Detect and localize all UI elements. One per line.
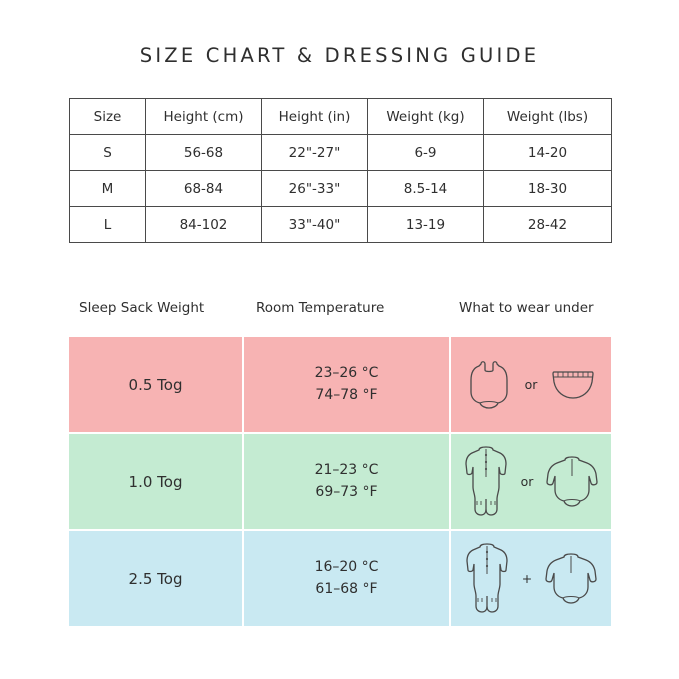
cell-weight-kg: 6-9 xyxy=(368,135,484,171)
footed-sleeper-icon xyxy=(462,540,512,618)
cell-weight-lbs: 14-20 xyxy=(484,135,612,171)
column-header-height-in: Height (in) xyxy=(262,99,368,135)
guide-cell-tog: 2.5 Tog xyxy=(69,531,244,626)
cell-weight-kg: 8.5-14 xyxy=(368,171,484,207)
guide-row-10-tog xyxy=(69,434,611,529)
cell-weight-kg: 13-19 xyxy=(368,207,484,243)
cell-height-cm: 56-68 xyxy=(146,135,262,171)
cell-height-in: 26"-33" xyxy=(262,171,368,207)
garment-connector: or xyxy=(520,474,534,489)
page-title: SIZE CHART & DRESSING GUIDE xyxy=(139,44,540,67)
table-row xyxy=(70,135,612,171)
footed-sleeper-icon xyxy=(461,443,511,521)
column-header-height-cm: Height (cm) xyxy=(146,99,262,135)
cell-size: L xyxy=(70,207,146,243)
sleeveless-bodysuit-icon xyxy=(463,358,515,412)
cell-weight-lbs: 28-42 xyxy=(484,207,612,243)
long-sleeve-bodysuit-icon xyxy=(542,551,600,607)
guide-header-temperature: Room Temperature xyxy=(256,300,385,316)
guide-row-05-tog xyxy=(69,337,611,432)
cell-height-cm: 68-84 xyxy=(146,171,262,207)
cell-weight-lbs: 18-30 xyxy=(484,171,612,207)
guide-cell-garments xyxy=(451,337,611,432)
guide-cell-temperature xyxy=(244,531,451,626)
guide-cell-tog: 1.0 Tog xyxy=(69,434,244,529)
cell-height-in: 33"-40" xyxy=(262,207,368,243)
table-row xyxy=(70,207,612,243)
guide-cell-temperature xyxy=(244,434,451,529)
table-row xyxy=(70,171,612,207)
dressing-guide-headers xyxy=(69,300,611,316)
cell-size: S xyxy=(70,135,146,171)
cell-height-cm: 84-102 xyxy=(146,207,262,243)
guide-row-25-tog xyxy=(69,531,611,626)
temp-celsius: 16–20 °C xyxy=(314,558,379,575)
garment-connector: + xyxy=(521,571,533,586)
long-sleeve-bodysuit-icon xyxy=(543,454,601,510)
diaper-icon xyxy=(547,364,599,406)
guide-cell-garments xyxy=(451,434,611,529)
temp-fahrenheit: 74–78 °F xyxy=(315,386,378,403)
column-header-weight-lbs: Weight (lbs) xyxy=(484,99,612,135)
column-header-size: Size xyxy=(70,99,146,135)
guide-cell-temperature xyxy=(244,337,451,432)
temp-celsius: 21–23 °C xyxy=(314,461,379,478)
temp-fahrenheit: 69–73 °F xyxy=(315,483,378,500)
temp-fahrenheit: 61–68 °F xyxy=(315,580,378,597)
garment-connector: or xyxy=(524,377,538,392)
guide-cell-tog: 0.5 Tog xyxy=(69,337,244,432)
cell-size: M xyxy=(70,171,146,207)
table-header-row xyxy=(70,99,612,135)
column-header-weight-kg: Weight (kg) xyxy=(368,99,484,135)
cell-height-in: 22"-27" xyxy=(262,135,368,171)
size-chart-table xyxy=(69,98,612,243)
guide-cell-garments xyxy=(451,531,611,626)
guide-header-wear: What to wear under xyxy=(459,300,594,316)
temp-celsius: 23–26 °C xyxy=(314,364,379,381)
dressing-guide-table xyxy=(69,337,611,626)
guide-header-weight: Sleep Sack Weight xyxy=(79,300,205,316)
